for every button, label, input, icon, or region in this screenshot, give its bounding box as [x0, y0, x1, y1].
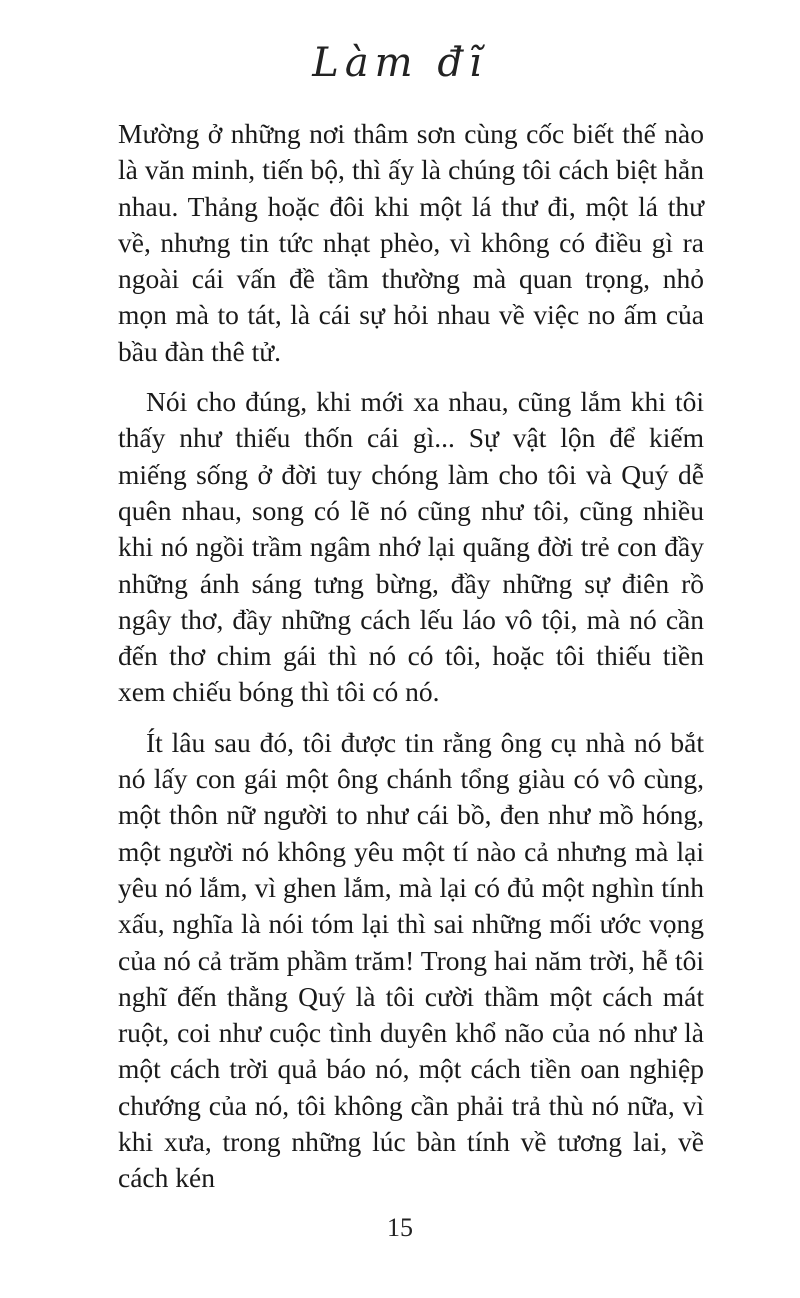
paragraph-1: Mường ở những nơi thâm sơn cùng cốc biết thế nào là văn minh, tiến bộ, thì ấy là chúng tôi cách biệt hẳn nhau. Thảng hoặc đôi khi một lá thư đi, một lá thư về, nhưng tin tức nhạt phèo, vì không có điều gì ra ngoài cái vấn đề tầm thường mà quan trọng, nhỏ mọn mà to tát, là cái sự hỏi nhau về việc no ấm của bầu đàn thê tử. [118, 118, 704, 367]
paragraph-3: Ít lâu sau đó, tôi được tin rằng ông cụ nhà nó bắt nó lấy con gái một ông chánh tổng giàu có vô cùng, một thôn nữ người to như cái bồ, đen như mồ hóng, một người nó không yêu một tí nào cả nhưng mà lại yêu nó lắm, vì ghen lắm, mà lại có đủ một nghìn tính xấu, nghĩa là nói tóm lại thì sai những mối ước vọng của nó cả trăm phầm trăm! Trong hai năm trời, hễ tôi nghĩ đến thằng Quý là tôi cười thầm một cách mát ruột, coi như cuộc tình duyên khổ não của nó như là một cách trời quả báo nó, một cách tiền oan nghiệp chướng của nó, tôi không cần phải trả thù nó nữa, vì khi xưa, trong những lúc bàn tính về tương lai, về cách kén [118, 726, 704, 1194]
page-number: 15 [387, 1213, 413, 1242]
body-text [118, 116, 704, 1197]
paragraph-2: Nói cho đúng, khi mới xa nhau, cũng lắm khi tôi thấy như thiếu thốn cái gì... Sự vật lộn để kiếm miếng sống ở đời tuy chóng làm cho tôi và Quý dễ quên nhau, song có lẽ nó cũng như tôi, cũng nhiều khi nó ngồi trầm ngâm nhớ lại quãng đời trẻ con đầy những ánh sáng tưng bừng, đầy những sự điên rồ ngây thơ, đầy những cách lếu láo vô tội, mà nó cần đến thơ chim gái thì nó có tôi, hoặc tôi thiếu tiền xem chiếu bóng thì tôi có nó. [118, 386, 704, 708]
running-header: Làm đĩ [312, 40, 488, 86]
